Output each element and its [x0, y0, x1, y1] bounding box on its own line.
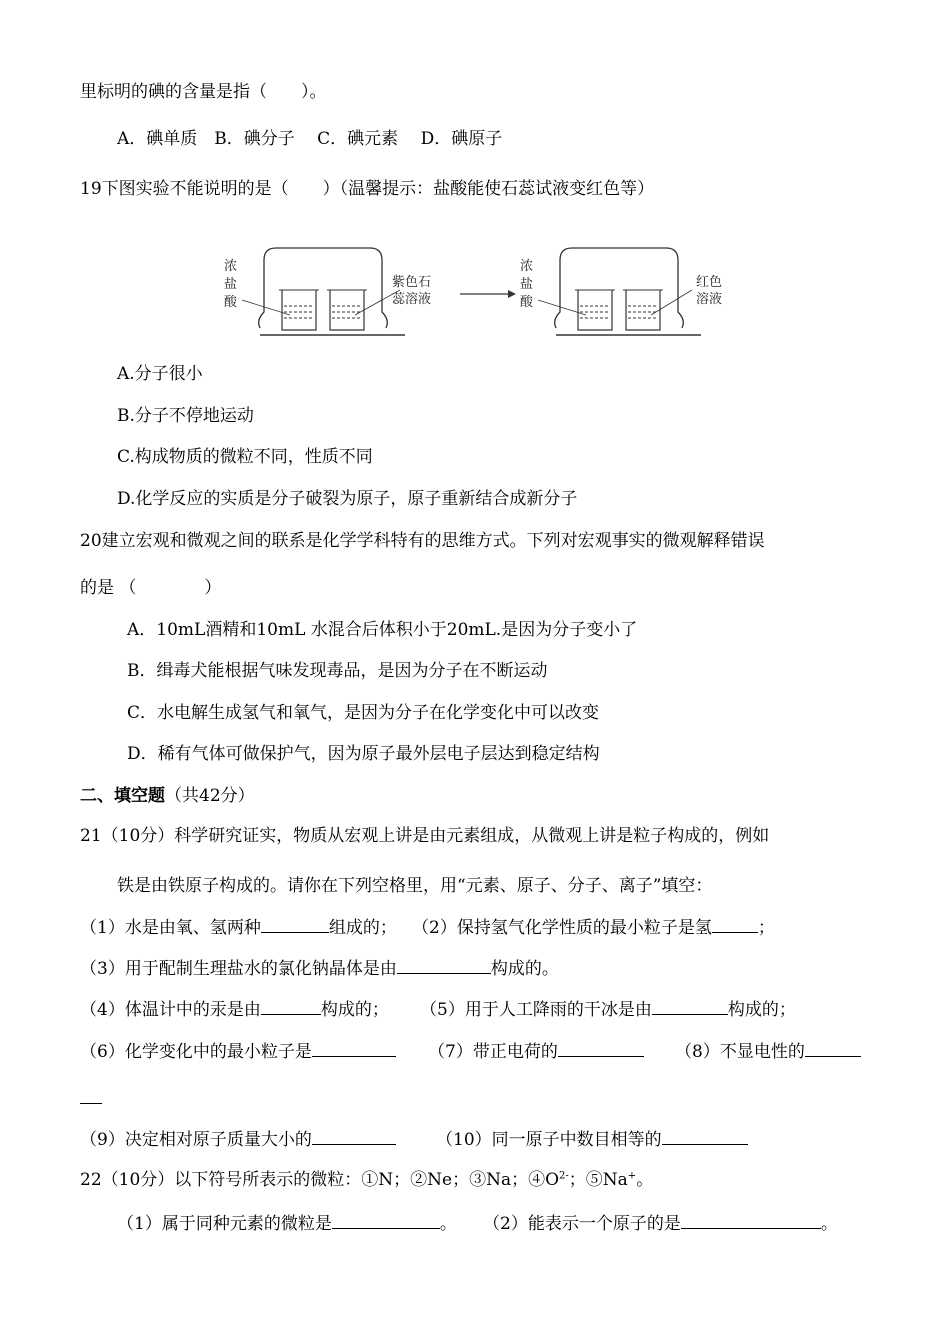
right-apparatus — [520, 248, 722, 335]
q20-option-d: D．稀有气体可做保护气，因为原子最外层电子层达到稳定结构 — [127, 744, 600, 764]
blank-5[interactable] — [652, 996, 728, 1015]
label-conc-hcl-right: 浓 — [520, 259, 534, 274]
label-litmus: 紫色石 — [392, 275, 432, 290]
svg-text:酸: 酸 — [224, 295, 238, 310]
blank-3[interactable] — [397, 955, 491, 974]
q18-stem-tail: 里标明的碘的含量是指（ ）。 — [80, 82, 327, 102]
blank-10[interactable] — [662, 1126, 748, 1145]
svg-text:蕊溶液: 蕊溶液 — [392, 292, 432, 307]
svg-text:酸: 酸 — [520, 295, 534, 310]
q19-option-c: C.构成物质的微粒不同，性质不同 — [117, 447, 373, 467]
q20-option-a: A．10mL酒精和10mL 水混合后体积小于20mL.是因为分子变小了 — [127, 620, 638, 640]
svg-text:盐: 盐 — [224, 277, 238, 292]
blank-q22-2[interactable] — [681, 1210, 821, 1229]
q19-experiment-figure — [220, 240, 740, 340]
q21-row5: （9）决定相对原子质量大小的 — [80, 1126, 396, 1152]
label-conc-hcl-left: 浓 — [224, 259, 238, 274]
q21-row1: （1）水是由氧、氢两种 组成的； — [80, 914, 397, 940]
svg-text:溶液: 溶液 — [696, 292, 723, 307]
q21-row2: （3）用于配制生理盐水的氯化钠晶体是由 构成的。 — [80, 955, 559, 981]
arrow-icon — [460, 290, 516, 298]
q21-row5b: （10）同一原子中数目相等的 — [436, 1126, 748, 1152]
q20-stem-line1: 20建立宏观和微观之间的联系是化学学科特有的思维方式。下列对宏观事实的微观解释错误 — [80, 531, 765, 551]
q21-row3: （4）体温计中的汞是由 构成的； — [80, 996, 389, 1022]
q22-row1b: （2）能表示一个原子的是 。 — [483, 1210, 838, 1236]
q19-option-a: A.分子很小 — [117, 364, 203, 384]
left-apparatus — [224, 248, 431, 335]
q22-row1: （1）属于同种元素的微粒是 。 — [117, 1210, 457, 1236]
blank-9[interactable] — [312, 1126, 396, 1145]
blank-7[interactable] — [558, 1038, 644, 1057]
q20-option-b: B．缉毒犬能根据气味发现毒品，是因为分子在不断运动 — [127, 661, 548, 681]
q21-row4: （6）化学变化中的最小粒子是 — [80, 1038, 396, 1064]
blank-q22-1[interactable] — [332, 1210, 440, 1229]
q21-stem-line1: 21（10分）科学研究证实，物质从宏观上讲是由元素组成，从微观上讲是粒子构成的，例如 — [80, 826, 770, 846]
label-red-solution: 红色 — [696, 275, 723, 290]
section-heading — [80, 784, 255, 808]
q21-stem-line2: 铁是由铁原子构成的。请你在下列空格里，用“元素、原子、分子、离子”填空： — [117, 876, 713, 896]
section-score: （共42分） — [165, 786, 255, 806]
q21-row3b: （5）用于人工降雨的干冰是由 构成的； — [420, 996, 796, 1022]
q20-option-c: C．水电解生成氢气和氧气，是因为分子在化学变化中可以改变 — [127, 703, 600, 723]
q20-stem-line2: 的是 （ ） — [80, 578, 222, 598]
svg-text:盐: 盐 — [520, 277, 534, 292]
blank-2[interactable] — [712, 914, 758, 933]
blank-4[interactable] — [261, 996, 321, 1015]
q21-row4b: （7）带正电荷的 — [428, 1038, 644, 1064]
q21-row4c: （8）不显电性的 — [675, 1038, 861, 1064]
blank-8[interactable] — [805, 1038, 861, 1057]
q22-stem: 22（10分）以下符号所表示的微粒：①N；②Ne；③Na；$④O^{2-}$；⑤Na+。 — [80, 1170, 654, 1190]
q19-option-d: D.化学反应的实质是分子破裂为原子，原子重新结合成新分子 — [117, 489, 578, 509]
q19-stem: 19下图实验不能说明的是（ ）（温馨提示：盐酸能使石蕊试液变红色等） — [80, 179, 655, 199]
q18-options: A．碘单质 B．碘分子 C．碘元素 D．碘原子 — [117, 129, 503, 149]
q19-option-b: B.分子不停地运动 — [117, 406, 254, 426]
blank-1[interactable] — [261, 914, 329, 933]
section-title: 二、填空题 — [80, 786, 165, 806]
blank-6[interactable] — [312, 1038, 396, 1057]
blank-8-continued[interactable] — [80, 1103, 102, 1104]
q21-row1b: （2）保持氢气化学性质的最小粒子是氢 ； — [412, 914, 775, 940]
